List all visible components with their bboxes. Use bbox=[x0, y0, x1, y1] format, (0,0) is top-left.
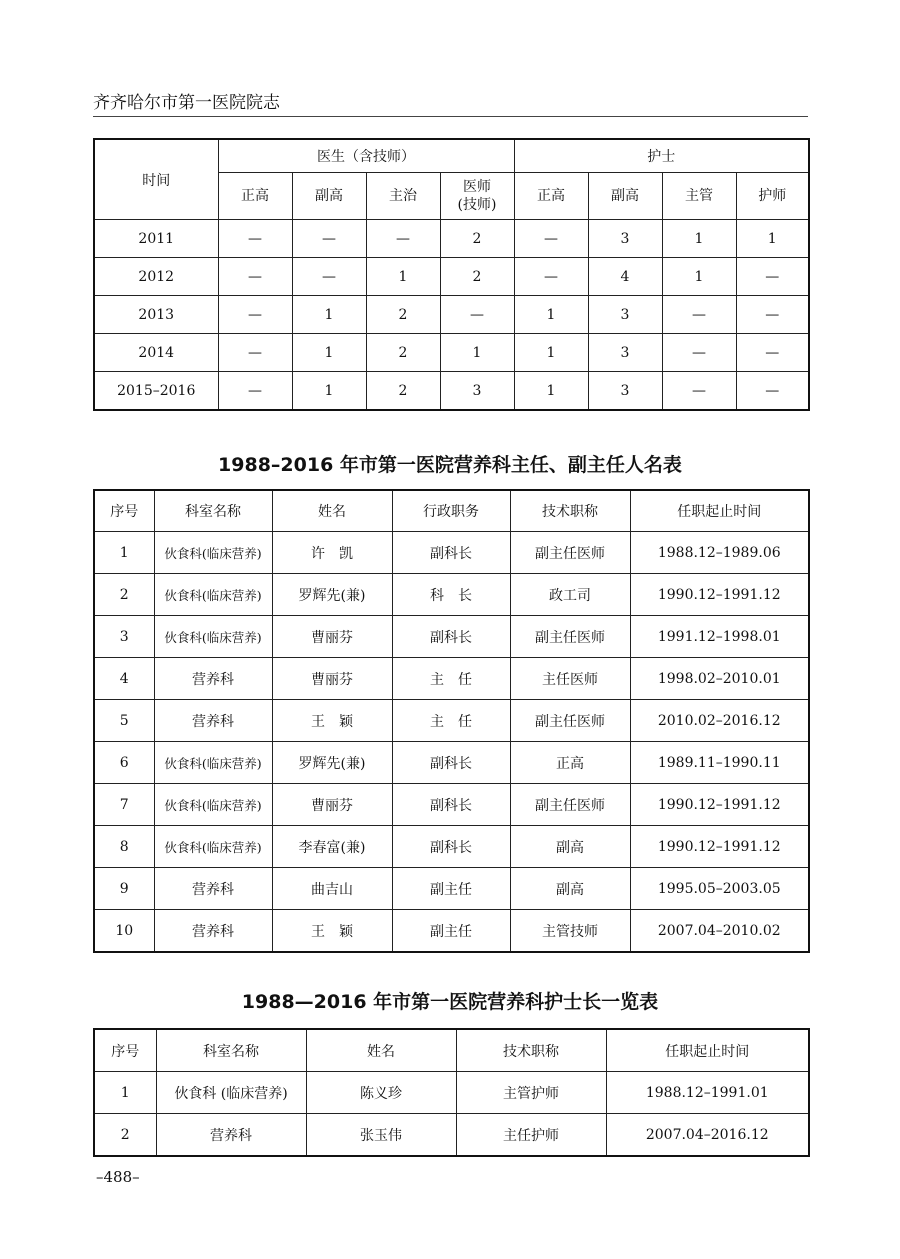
cell: 2 bbox=[440, 220, 514, 258]
cell: 主管护师 bbox=[456, 1072, 606, 1114]
cell: 2 bbox=[366, 296, 440, 334]
column-header: 任职起止时间 bbox=[630, 490, 809, 532]
cell: 伙食科 (临床营养) bbox=[156, 1072, 306, 1114]
cell: 副科长 bbox=[392, 784, 510, 826]
cell: 张玉伟 bbox=[306, 1114, 456, 1157]
cell: 曹丽芬 bbox=[272, 616, 392, 658]
sub-header: 正高 bbox=[218, 173, 292, 220]
cell: 政工司 bbox=[510, 574, 630, 616]
cell: 主 任 bbox=[392, 700, 510, 742]
cell: 2 bbox=[440, 258, 514, 296]
cell: 罗辉先(兼) bbox=[272, 742, 392, 784]
cell: 1 bbox=[292, 334, 366, 372]
cell: 4 bbox=[588, 258, 662, 296]
cell: — bbox=[292, 220, 366, 258]
sub-header: 护师 bbox=[736, 173, 809, 220]
cell: 2011 bbox=[94, 220, 218, 258]
cell: 伙食科(临床营养) bbox=[154, 532, 272, 574]
cell: 陈义珍 bbox=[306, 1072, 456, 1114]
cell: 3 bbox=[440, 372, 514, 411]
cell: 曹丽芬 bbox=[272, 784, 392, 826]
cell: 1990.12–1991.12 bbox=[630, 574, 809, 616]
cell: 正高 bbox=[510, 742, 630, 784]
cell: — bbox=[514, 220, 588, 258]
cell: 营养科 bbox=[156, 1114, 306, 1157]
cell: 副主任 bbox=[392, 868, 510, 910]
table-row bbox=[94, 334, 809, 372]
cell: 1990.12–1991.12 bbox=[630, 826, 809, 868]
cell: — bbox=[736, 372, 809, 411]
cell: — bbox=[440, 296, 514, 334]
cell: 2014 bbox=[94, 334, 218, 372]
cell: 2007.04–2010.02 bbox=[630, 910, 809, 953]
cell: — bbox=[218, 258, 292, 296]
cell: 伙食科(临床营养) bbox=[154, 784, 272, 826]
cell: 副科长 bbox=[392, 742, 510, 784]
cell: — bbox=[736, 296, 809, 334]
sub-header: 主管 bbox=[662, 173, 736, 220]
column-header: 技术职称 bbox=[456, 1029, 606, 1072]
cell: 伙食科(临床营养) bbox=[154, 826, 272, 868]
cell: 1 bbox=[514, 296, 588, 334]
cell: 副高 bbox=[510, 826, 630, 868]
cell: 3 bbox=[588, 220, 662, 258]
cell: 副高 bbox=[510, 868, 630, 910]
table-row bbox=[94, 372, 809, 411]
cell: 3 bbox=[588, 372, 662, 411]
sub-header: 医师 (技师) bbox=[440, 173, 514, 220]
column-header: 任职起止时间 bbox=[606, 1029, 809, 1072]
cell: 曲吉山 bbox=[272, 868, 392, 910]
cell: 2010.02–2016.12 bbox=[630, 700, 809, 742]
table-row bbox=[94, 220, 809, 258]
cell: — bbox=[218, 334, 292, 372]
column-header: 姓名 bbox=[306, 1029, 456, 1072]
column-header: 姓名 bbox=[272, 490, 392, 532]
table-header-row bbox=[94, 1029, 809, 1072]
cell: 主管技师 bbox=[510, 910, 630, 953]
time-header: 时间 bbox=[94, 139, 218, 220]
cell: — bbox=[218, 372, 292, 411]
cell: 1 bbox=[514, 372, 588, 411]
cell: 1990.12–1991.12 bbox=[630, 784, 809, 826]
cell: 1989.11–1990.11 bbox=[630, 742, 809, 784]
cell: 2013 bbox=[94, 296, 218, 334]
cell: 1 bbox=[94, 532, 154, 574]
cell: — bbox=[218, 296, 292, 334]
cell: 王 颖 bbox=[272, 700, 392, 742]
cell: 1 bbox=[292, 372, 366, 411]
column-header: 序号 bbox=[94, 1029, 156, 1072]
cell: — bbox=[514, 258, 588, 296]
cell: 2 bbox=[366, 372, 440, 411]
cell: 1 bbox=[94, 1072, 156, 1114]
cell: 曹丽芬 bbox=[272, 658, 392, 700]
cell: 3 bbox=[588, 334, 662, 372]
table-header-row bbox=[94, 490, 809, 532]
cell: 营养科 bbox=[154, 868, 272, 910]
cell: 营养科 bbox=[154, 910, 272, 953]
cell: — bbox=[662, 296, 736, 334]
cell: 2 bbox=[94, 574, 154, 616]
cell: 1 bbox=[440, 334, 514, 372]
cell: 1 bbox=[662, 258, 736, 296]
sub-header: 正高 bbox=[514, 173, 588, 220]
cell: 3 bbox=[94, 616, 154, 658]
table-row bbox=[94, 868, 809, 910]
cell: — bbox=[292, 258, 366, 296]
cell: 副科长 bbox=[392, 826, 510, 868]
cell: 伙食科(临床营养) bbox=[154, 742, 272, 784]
table-row bbox=[94, 826, 809, 868]
table-row bbox=[94, 616, 809, 658]
table-row bbox=[94, 296, 809, 334]
page-number: –488– bbox=[96, 1168, 140, 1186]
cell: 营养科 bbox=[154, 700, 272, 742]
cell: 副主任 bbox=[392, 910, 510, 953]
cell: 2 bbox=[94, 1114, 156, 1157]
cell: 1 bbox=[736, 220, 809, 258]
cell: 王 颖 bbox=[272, 910, 392, 953]
nurse-group-header: 护士 bbox=[514, 139, 809, 173]
cell: — bbox=[218, 220, 292, 258]
column-header: 行政职务 bbox=[392, 490, 510, 532]
cell: 营养科 bbox=[154, 658, 272, 700]
cell: 1991.12–1998.01 bbox=[630, 616, 809, 658]
director-table-title: 1988–2016 年市第一医院营养科主任、副主任人名表 bbox=[218, 454, 682, 476]
head-nurse-table-title: 1988—2016 年市第一医院营养科护士长一览表 bbox=[241, 991, 659, 1013]
cell: — bbox=[662, 334, 736, 372]
cell: 3 bbox=[588, 296, 662, 334]
column-header: 序号 bbox=[94, 490, 154, 532]
cell: 9 bbox=[94, 868, 154, 910]
cell: 6 bbox=[94, 742, 154, 784]
table-row bbox=[94, 784, 809, 826]
cell: 罗辉先(兼) bbox=[272, 574, 392, 616]
cell: 5 bbox=[94, 700, 154, 742]
cell: 1 bbox=[662, 220, 736, 258]
cell: 副主任医师 bbox=[510, 700, 630, 742]
table-row bbox=[94, 658, 809, 700]
cell: 许 凯 bbox=[272, 532, 392, 574]
cell: 1 bbox=[292, 296, 366, 334]
cell: 2 bbox=[366, 334, 440, 372]
cell: 伙食科(临床营养) bbox=[154, 616, 272, 658]
cell: 科 长 bbox=[392, 574, 510, 616]
cell: 1988.12–1989.06 bbox=[630, 532, 809, 574]
cell: 副主任医师 bbox=[510, 784, 630, 826]
doctor-group-header: 医生（含技师） bbox=[218, 139, 514, 173]
cell: 10 bbox=[94, 910, 154, 953]
cell: — bbox=[736, 258, 809, 296]
cell: 伙食科(临床营养) bbox=[154, 574, 272, 616]
head-nurse-table bbox=[93, 1028, 810, 1157]
table-row bbox=[94, 574, 809, 616]
header-rule bbox=[93, 116, 808, 117]
table-row bbox=[94, 910, 809, 953]
table-row bbox=[94, 742, 809, 784]
table-row bbox=[94, 1072, 809, 1114]
staff-count-table bbox=[93, 138, 810, 411]
cell: 副主任医师 bbox=[510, 532, 630, 574]
cell: 主任护师 bbox=[456, 1114, 606, 1157]
cell: 8 bbox=[94, 826, 154, 868]
cell: 1998.02–2010.01 bbox=[630, 658, 809, 700]
cell: 主 任 bbox=[392, 658, 510, 700]
column-header: 技术职称 bbox=[510, 490, 630, 532]
cell: 1 bbox=[366, 258, 440, 296]
sub-header: 副高 bbox=[292, 173, 366, 220]
table-row bbox=[94, 700, 809, 742]
cell: 7 bbox=[94, 784, 154, 826]
cell: 2012 bbox=[94, 258, 218, 296]
cell: 1995.05–2003.05 bbox=[630, 868, 809, 910]
director-table bbox=[93, 489, 810, 953]
cell: — bbox=[662, 372, 736, 411]
sub-header: 主治 bbox=[366, 173, 440, 220]
cell: — bbox=[736, 334, 809, 372]
cell: 李春富(兼) bbox=[272, 826, 392, 868]
cell: 副科长 bbox=[392, 616, 510, 658]
table-row bbox=[94, 532, 809, 574]
cell: 副科长 bbox=[392, 532, 510, 574]
table-row bbox=[94, 1114, 809, 1157]
sub-header: 副高 bbox=[588, 173, 662, 220]
cell: — bbox=[366, 220, 440, 258]
cell: 4 bbox=[94, 658, 154, 700]
cell: 副主任医师 bbox=[510, 616, 630, 658]
cell: 1988.12–1991.01 bbox=[606, 1072, 809, 1114]
cell: 主任医师 bbox=[510, 658, 630, 700]
column-header: 科室名称 bbox=[156, 1029, 306, 1072]
cell: 2015–2016 bbox=[94, 372, 218, 411]
column-header: 科室名称 bbox=[154, 490, 272, 532]
page-header-title: 齐齐哈尔市第一医院院志 bbox=[93, 93, 280, 113]
cell: 2007.04–2016.12 bbox=[606, 1114, 809, 1157]
cell: 1 bbox=[514, 334, 588, 372]
table-row bbox=[94, 258, 809, 296]
